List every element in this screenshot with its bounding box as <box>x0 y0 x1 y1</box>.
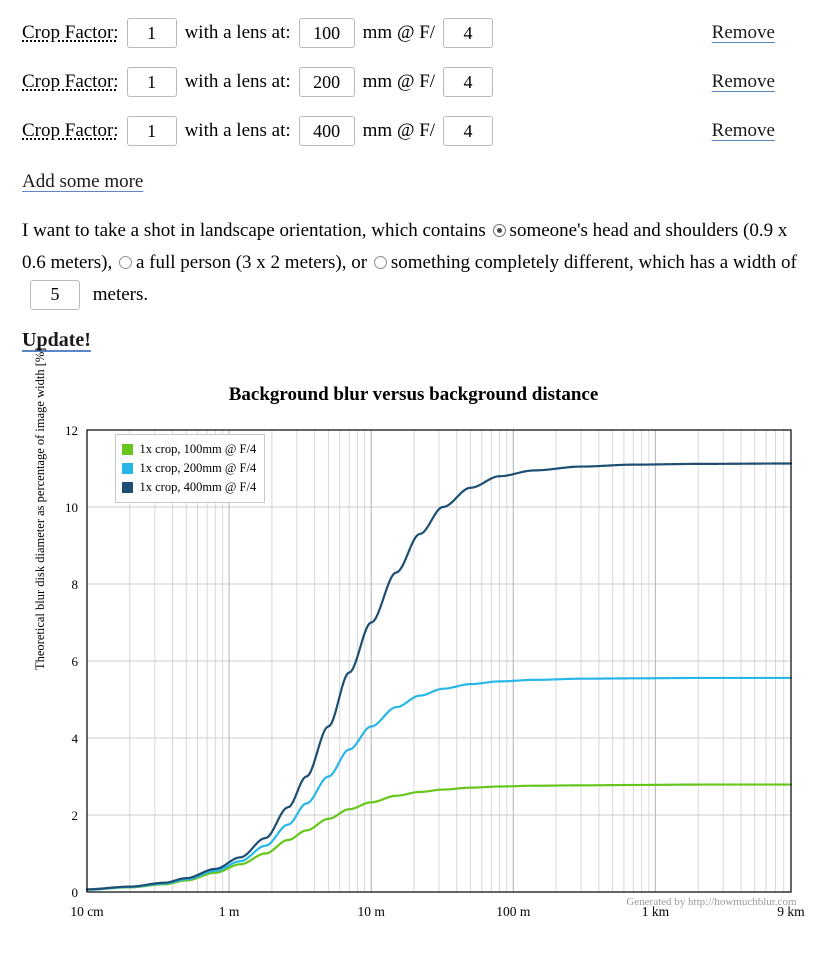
focal-length-input[interactable] <box>299 18 355 48</box>
aperture-input[interactable] <box>443 67 493 97</box>
crop-factor-label: Crop Factor: <box>22 71 119 92</box>
svg-text:100 m: 100 m <box>495 904 530 919</box>
aperture-input[interactable] <box>443 18 493 48</box>
crop-factor-label: Crop Factor: <box>22 22 119 43</box>
remove-link[interactable]: Remove <box>711 120 775 141</box>
legend-swatch-icon <box>122 463 133 474</box>
svg-text:10 m: 10 m <box>357 904 385 919</box>
legend-item <box>122 459 257 478</box>
crop-factor-input[interactable] <box>127 67 177 97</box>
svg-text:0: 0 <box>71 885 78 900</box>
sentence-option2: a full person (3 x 2 meters), or <box>135 252 368 273</box>
chart-watermark: Generated by http://howmuchblur.com <box>626 896 797 908</box>
svg-text:9 km: 9 km <box>776 904 805 919</box>
aperture-label: mm @ F/ <box>362 120 436 141</box>
radio-head-and-shoulders[interactable] <box>493 224 506 237</box>
svg-text:4: 4 <box>71 731 78 746</box>
lens-at-label: with a lens at: <box>184 120 291 141</box>
lens-row <box>22 14 805 52</box>
lens-rows <box>0 0 827 150</box>
add-some-more-link[interactable]: Add some more <box>22 171 144 192</box>
aperture-input[interactable] <box>443 116 493 146</box>
focal-length-input[interactable] <box>299 116 355 146</box>
remove-link[interactable]: Remove <box>711 22 775 43</box>
legend-item <box>122 478 257 497</box>
lens-row <box>22 63 805 101</box>
crop-factor-input[interactable] <box>127 18 177 48</box>
svg-text:2: 2 <box>71 808 78 823</box>
svg-text:1 m: 1 m <box>218 904 239 919</box>
sentence-option1: someone's head and shoulders (0.9 x 0.6 meters), <box>22 220 788 273</box>
crop-factor-label: Crop Factor: <box>22 120 119 141</box>
svg-text:12: 12 <box>64 423 78 438</box>
radio-custom-width[interactable] <box>374 256 387 269</box>
update-row <box>0 311 827 352</box>
svg-text:10: 10 <box>64 500 78 515</box>
lens-at-label: with a lens at: <box>184 22 291 43</box>
legend-swatch-icon <box>122 444 133 455</box>
svg-text:1 km: 1 km <box>641 904 669 919</box>
scene-sentence <box>0 193 827 311</box>
legend-label: 1x crop, 200mm @ F/4 <box>139 461 257 475</box>
focal-length-input[interactable] <box>299 67 355 97</box>
sentence-tail: meters. <box>92 284 149 305</box>
lens-row <box>22 112 805 150</box>
update-button[interactable]: Update! <box>22 329 91 351</box>
chart-legend <box>115 434 266 503</box>
aperture-label: mm @ F/ <box>362 71 436 92</box>
svg-text:8: 8 <box>71 577 78 592</box>
lens-at-label: with a lens at: <box>184 71 291 92</box>
svg-text:10 cm: 10 cm <box>69 904 104 919</box>
chart-y-axis-label: Theoretical blur disk diameter as percentage of image width [%] <box>32 347 47 670</box>
add-more-row <box>0 161 827 193</box>
crop-factor-input[interactable] <box>127 116 177 146</box>
aperture-label: mm @ F/ <box>362 22 436 43</box>
radio-full-person[interactable] <box>119 256 132 269</box>
custom-width-input[interactable] <box>30 280 80 310</box>
svg-text:6: 6 <box>71 654 78 669</box>
chart-title: Background blur versus background distance <box>228 384 599 405</box>
legend-label: 1x crop, 400mm @ F/4 <box>139 480 257 494</box>
legend-swatch-icon <box>122 482 133 493</box>
remove-link[interactable]: Remove <box>711 71 775 92</box>
sentence-option3: something completely different, which has a width of <box>390 252 797 273</box>
sentence-part1: I want to take a shot in landscape orientation, which contains <box>22 220 486 241</box>
legend-label: 1x crop, 100mm @ F/4 <box>139 442 257 456</box>
legend-item <box>122 440 257 459</box>
